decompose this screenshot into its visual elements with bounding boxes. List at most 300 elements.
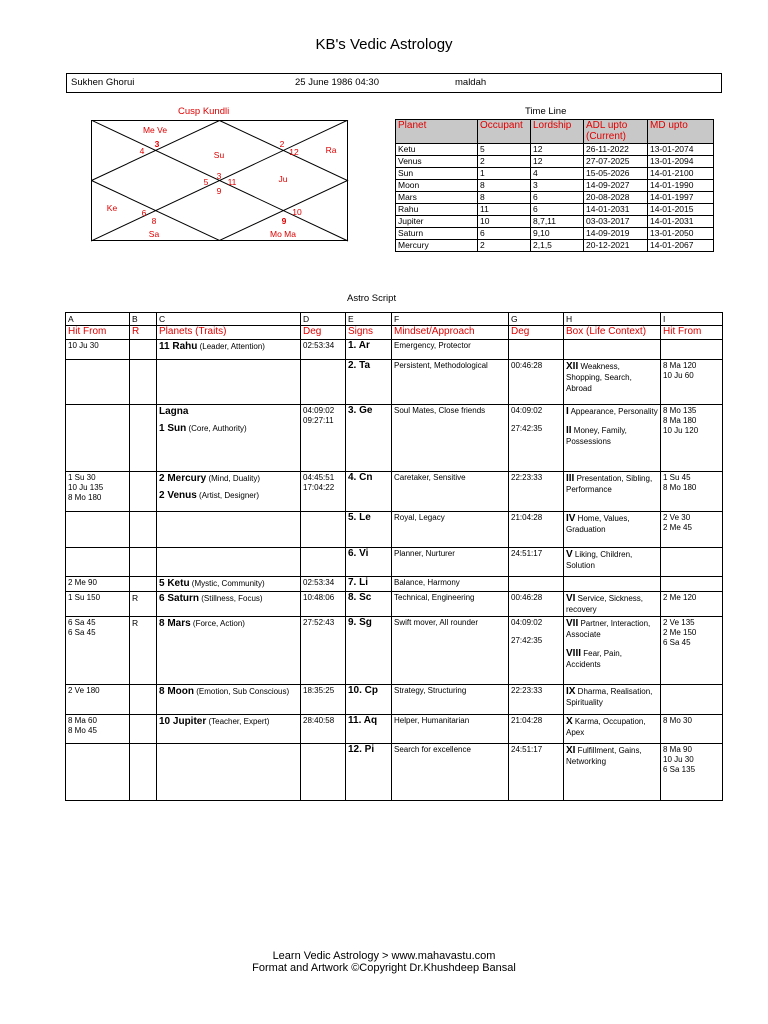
deg-cell <box>301 512 346 548</box>
timeline-row <box>396 204 714 216</box>
deg-cell-line: 28:40:58 <box>303 716 335 725</box>
astro-row <box>66 744 723 801</box>
kundli-label: 8 <box>151 216 157 226</box>
timeline-cell: 2 <box>478 240 531 252</box>
astro-header-cell: Box (Life Context) <box>564 326 661 340</box>
timeline-cell: 4 <box>531 168 584 180</box>
planet-cell <box>157 360 301 405</box>
timeline-cell: Mercury <box>396 240 478 252</box>
timeline-cell: Moon <box>396 180 478 192</box>
retro-cell: R <box>130 617 157 685</box>
hit-from-cell-line: 1 Su 30 <box>68 473 96 482</box>
footer <box>0 950 768 974</box>
deg-cell <box>301 472 346 512</box>
deg-cell <box>301 548 346 577</box>
box-cell-key: VII <box>566 618 579 629</box>
sign-deg-cell-line: 22:23:33 <box>511 686 543 695</box>
box-cell-entry <box>566 473 658 495</box>
planet-cell-desc: (Emotion, Sub Conscious) <box>194 687 290 696</box>
timeline-cell: 8 <box>478 192 531 204</box>
kundli-label: 12 <box>289 147 299 157</box>
birth-info-bar <box>66 73 722 93</box>
planet-cell <box>157 548 301 577</box>
box-cell-desc: Service, Sickness, recovery <box>566 594 644 614</box>
box-cell-desc: Partner, Interaction, Associate <box>566 619 651 639</box>
box-cell <box>564 715 661 744</box>
sign-deg-cell <box>509 715 564 744</box>
kundli-label: 2 <box>279 139 285 149</box>
kundli-label: Ra <box>325 145 337 155</box>
box-cell-desc: Fulfillment, Gains, Networking <box>566 746 642 766</box>
hit-from-cell-line: 8 Mo 45 <box>68 726 97 735</box>
box-cell-desc: Home, Values, Graduation <box>566 514 630 534</box>
sign-deg-cell-line: 04:09:02 <box>511 618 543 627</box>
hit-from-cell-line: 6 Sa 45 <box>68 618 96 627</box>
timeline-cell: 15-05-2026 <box>584 168 648 180</box>
timeline-row <box>396 228 714 240</box>
hit-from-right-cell <box>661 512 723 548</box>
planet-cell-desc: (Mind, Duality) <box>206 474 261 483</box>
timeline-cell: 14-01-2031 <box>648 216 714 228</box>
box-cell-entry <box>566 593 658 615</box>
astro-header-cell: Signs <box>346 326 392 340</box>
hit-from-cell <box>66 577 130 592</box>
box-cell-key: V <box>566 549 573 560</box>
planet-cell <box>157 577 301 592</box>
box-cell <box>564 512 661 548</box>
box-cell <box>564 340 661 360</box>
planet-cell-entry <box>159 490 298 501</box>
planet-cell-key: 5 Ketu <box>159 578 190 589</box>
sign-cell: 11. Aq <box>346 715 392 744</box>
planet-cell-key: 6 Saturn <box>159 593 200 604</box>
hit-from-right-cell <box>661 405 723 472</box>
hit-from-right-cell-line: 2 Me 120 <box>663 593 697 602</box>
hit-from-cell <box>66 744 130 801</box>
hit-from-cell <box>66 512 130 548</box>
timeline-header-cell: MD upto <box>648 120 714 144</box>
planet-cell-desc: (Leader, Attention) <box>197 342 265 351</box>
astro-row <box>66 548 723 577</box>
mindset-cell: Search for excellence <box>392 744 509 801</box>
hit-from-cell <box>66 592 130 617</box>
deg-cell <box>301 617 346 685</box>
planet-cell-entry <box>159 473 298 484</box>
astro-header-cell: R <box>130 326 157 340</box>
column-letter: B <box>130 313 157 326</box>
box-cell-desc: Presentation, Sibling, Performance <box>566 474 653 494</box>
box-cell-desc: Liking, Children, Solution <box>566 550 633 570</box>
timeline-cell: 14-01-2067 <box>648 240 714 252</box>
timeline-cell: 20-12-2021 <box>584 240 648 252</box>
sign-deg-cell-line: 24:51:17 <box>511 549 543 558</box>
retro-cell <box>130 405 157 472</box>
sign-cell: 8. Sc <box>346 592 392 617</box>
sign-deg-cell <box>509 405 564 472</box>
astro-row <box>66 512 723 548</box>
kundli-label: 9 <box>216 186 222 196</box>
hit-from-right-cell-line: 8 Ma 180 <box>663 416 697 425</box>
box-cell <box>564 472 661 512</box>
astro-header-cell: Hit From <box>66 326 130 340</box>
timeline-cell: 2 <box>478 156 531 168</box>
hit-from-right-cell <box>661 592 723 617</box>
timeline-cell: 14-09-2027 <box>584 180 648 192</box>
box-cell-key: II <box>566 425 572 436</box>
planet-cell-key: 10 Jupiter <box>159 716 207 727</box>
sign-deg-cell-line: 27:42:35 <box>511 636 543 645</box>
timeline-cell: 5 <box>478 144 531 156</box>
hit-from-cell-line: 10 Ju 30 <box>68 341 99 350</box>
astro-script-table <box>65 312 723 801</box>
planet-cell-entry <box>159 593 298 604</box>
retro-cell <box>130 472 157 512</box>
kundli-label: 11 <box>227 177 237 187</box>
kundli-label: 3 <box>216 171 222 181</box>
hit-from-right-cell-line: 2 Me 45 <box>663 523 692 532</box>
timeline-cell: 03-03-2017 <box>584 216 648 228</box>
planet-cell-key: 8 Mars <box>159 618 191 629</box>
astro-title: Astro Script <box>347 293 397 304</box>
hit-from-cell <box>66 685 130 715</box>
box-cell-desc: Weakness, Shopping, Search, Abroad <box>566 362 632 393</box>
timeline-row <box>396 180 714 192</box>
timeline-cell: 9,10 <box>531 228 584 240</box>
hit-from-cell <box>66 715 130 744</box>
retro-cell <box>130 512 157 548</box>
planet-cell-entry <box>159 686 298 697</box>
box-cell-desc: Money, Family, Possessions <box>566 426 627 446</box>
box-cell <box>564 744 661 801</box>
box-cell-entry <box>566 425 658 447</box>
astro-header-row <box>66 326 723 340</box>
deg-cell-line: 10:48:06 <box>303 593 335 602</box>
hit-from-cell <box>66 548 130 577</box>
timeline-cell: 14-09-2019 <box>584 228 648 240</box>
box-cell <box>564 548 661 577</box>
timeline-cell: Sun <box>396 168 478 180</box>
sign-deg-cell <box>509 360 564 405</box>
astro-row <box>66 405 723 472</box>
planet-cell <box>157 405 301 472</box>
timeline-cell: 14-01-2031 <box>584 204 648 216</box>
mindset-cell: Balance, Harmony <box>392 577 509 592</box>
box-cell-desc: Karma, Occupation, Apex <box>566 717 646 737</box>
box-cell-entry <box>566 648 658 670</box>
timeline-cell: Saturn <box>396 228 478 240</box>
box-cell-entry <box>566 549 658 571</box>
deg-cell-line: 27:52:43 <box>303 618 335 627</box>
hit-from-right-cell-line: 8 Ma 120 <box>663 361 697 370</box>
box-cell-key: IV <box>566 513 576 524</box>
timeline-row <box>396 168 714 180</box>
planet-cell-key: 1 Sun <box>159 423 187 434</box>
timeline-row <box>396 144 714 156</box>
timeline-header-row <box>396 120 714 144</box>
hit-from-right-cell-line: 8 Mo 30 <box>663 716 692 725</box>
timeline-header-cell: ADL upto (Current) <box>584 120 648 144</box>
astro-header-cell: Planets (Traits) <box>157 326 301 340</box>
astro-header-cell: Deg <box>509 326 564 340</box>
kundli-label: 9 <box>281 216 287 226</box>
sign-deg-cell <box>509 685 564 715</box>
hit-from-right-cell-line: 1 Su 45 <box>663 473 691 482</box>
planet-cell <box>157 512 301 548</box>
sign-cell: 4. Cn <box>346 472 392 512</box>
timeline-cell: 10 <box>478 216 531 228</box>
mindset-cell: Strategy, Structuring <box>392 685 509 715</box>
timeline-header-cell: Occupant <box>478 120 531 144</box>
kundli-label: 3 <box>154 139 160 149</box>
box-cell-key: X <box>566 716 573 727</box>
sign-cell: 12. Pi <box>346 744 392 801</box>
planet-cell-desc: (Stillness, Focus) <box>199 594 263 603</box>
astro-row <box>66 360 723 405</box>
hit-from-right-cell-line: 6 Sa 135 <box>663 765 696 774</box>
hit-from-cell <box>66 360 130 405</box>
mindset-cell: Royal, Legacy <box>392 512 509 548</box>
hit-from-right-cell <box>661 548 723 577</box>
hit-from-cell-line: 6 Sa 45 <box>68 628 96 637</box>
column-letter: I <box>661 313 723 326</box>
timeline-cell: 8,7,11 <box>531 216 584 228</box>
astro-row <box>66 340 723 360</box>
sign-deg-cell-line: 00:46:28 <box>511 593 543 602</box>
timeline-cell: 12 <box>531 144 584 156</box>
planet-cell-key: 8 Moon <box>159 686 194 697</box>
astro-row <box>66 685 723 715</box>
sign-cell: 3. Ge <box>346 405 392 472</box>
timeline-title: Time Line <box>525 106 567 117</box>
deg-cell <box>301 405 346 472</box>
hit-from-right-cell-line: 8 Mo 135 <box>663 406 697 415</box>
hit-from-right-cell-line: 10 Ju 30 <box>663 755 694 764</box>
hit-from-cell <box>66 340 130 360</box>
timeline-cell: 6 <box>478 228 531 240</box>
planet-cell <box>157 592 301 617</box>
planet-cell <box>157 617 301 685</box>
timeline-cell: 6 <box>531 192 584 204</box>
retro-cell <box>130 715 157 744</box>
hit-from-cell <box>66 405 130 472</box>
column-letter: D <box>301 313 346 326</box>
sign-deg-cell-line: 24:51:17 <box>511 745 543 754</box>
timeline-cell: Jupiter <box>396 216 478 228</box>
sign-deg-cell <box>509 592 564 617</box>
box-cell-desc: Dharma, Realisation, Spirituality <box>566 687 653 707</box>
sign-deg-cell <box>509 548 564 577</box>
retro-cell <box>130 685 157 715</box>
sign-deg-cell-line: 22:23:33 <box>511 473 543 482</box>
deg-cell-line: 18:35:25 <box>303 686 335 695</box>
column-letter: G <box>509 313 564 326</box>
kundli-label: 5 <box>203 177 209 187</box>
planet-cell <box>157 340 301 360</box>
hit-from-cell-line: 1 Su 150 <box>68 593 101 602</box>
planet-cell-desc: (Mystic, Community) <box>189 579 265 588</box>
sign-cell: 6. Vi <box>346 548 392 577</box>
deg-cell-line: 02:53:34 <box>303 578 335 587</box>
sign-deg-cell <box>509 340 564 360</box>
timeline-cell: 6 <box>531 204 584 216</box>
box-cell <box>564 577 661 592</box>
astro-row <box>66 617 723 685</box>
deg-cell <box>301 577 346 592</box>
column-letter: H <box>564 313 661 326</box>
hit-from-cell-line: 8 Mo 180 <box>68 493 102 502</box>
sign-deg-cell-line: 21:04:28 <box>511 716 543 725</box>
deg-cell <box>301 360 346 405</box>
deg-cell <box>301 685 346 715</box>
sign-cell: 10. Cp <box>346 685 392 715</box>
planet-cell-entry <box>159 341 298 352</box>
hit-from-right-cell-line: 8 Ma 90 <box>663 745 692 754</box>
planet-cell-key: Lagna <box>159 406 189 417</box>
kundli-label: Ke <box>106 203 118 213</box>
box-cell-key: I <box>566 406 569 417</box>
mindset-cell: Swift mover, All rounder <box>392 617 509 685</box>
box-cell <box>564 405 661 472</box>
retro-cell <box>130 744 157 801</box>
retro-cell <box>130 548 157 577</box>
box-cell-entry <box>566 406 658 417</box>
planet-cell-key: 11 Rahu <box>159 341 198 352</box>
hit-from-right-cell <box>661 685 723 715</box>
box-cell-desc: Appearance, Personality <box>568 407 658 416</box>
mindset-cell: Soul Mates, Close friends <box>392 405 509 472</box>
retro-cell: R <box>130 592 157 617</box>
sign-deg-cell-line: 00:46:28 <box>511 361 543 370</box>
hit-from-cell-line: 2 Ve 180 <box>68 686 100 695</box>
box-cell-entry <box>566 618 658 640</box>
box-cell-desc: Fear, Pain, Accidents <box>566 649 622 669</box>
astro-row <box>66 472 723 512</box>
timeline-row <box>396 216 714 228</box>
box-cell <box>564 617 661 685</box>
hit-from-right-cell <box>661 340 723 360</box>
birth-datetime: 25 June 1986 04:30 <box>295 77 379 88</box>
deg-cell-line: 04:09:02 <box>303 406 335 415</box>
hit-from-right-cell-line: 2 Ve 135 <box>663 618 695 627</box>
mindset-cell: Planner, Nurturer <box>392 548 509 577</box>
planet-cell-key: 2 Venus <box>159 490 197 501</box>
retro-cell <box>130 340 157 360</box>
deg-cell-line: 04:45:51 <box>303 473 335 482</box>
hit-from-right-cell <box>661 715 723 744</box>
box-cell <box>564 592 661 617</box>
retro-cell <box>130 577 157 592</box>
timeline-cell: Rahu <box>396 204 478 216</box>
timeline-cell: 20-08-2028 <box>584 192 648 204</box>
planet-cell-entry <box>159 618 298 629</box>
timeline-cell: Ketu <box>396 144 478 156</box>
planet-cell-entry <box>159 716 298 727</box>
astro-row <box>66 577 723 592</box>
planet-cell-entry <box>159 578 298 589</box>
sign-deg-cell-line: 04:09:02 <box>511 406 543 415</box>
kundli-label: Me Ve <box>142 125 168 135</box>
kundli-label: 10 <box>292 207 302 217</box>
hit-from-right-cell <box>661 744 723 801</box>
astro-row <box>66 592 723 617</box>
deg-cell <box>301 340 346 360</box>
timeline-cell: 13-01-2074 <box>648 144 714 156</box>
timeline-cell: 12 <box>531 156 584 168</box>
sign-cell: 5. Le <box>346 512 392 548</box>
deg-cell-line: 17:04:22 <box>303 483 335 492</box>
mindset-cell: Technical, Engineering <box>392 592 509 617</box>
footer-copyright: Format and Artwork ©Copyright Dr.Khushdeep Bansal <box>252 962 516 974</box>
timeline-cell: 27-07-2025 <box>584 156 648 168</box>
birth-place: maldah <box>455 77 487 88</box>
page-title: KB's Vedic Astrology <box>315 36 453 53</box>
sign-deg-cell <box>509 617 564 685</box>
box-cell-key: IX <box>566 686 576 697</box>
kundli-label: Ju <box>278 174 288 184</box>
box-cell-entry <box>566 513 658 535</box>
hit-from-right-cell <box>661 617 723 685</box>
timeline-cell: 11 <box>478 204 531 216</box>
hit-from-right-cell <box>661 360 723 405</box>
box-cell-entry <box>566 716 658 738</box>
hit-from-cell <box>66 617 130 685</box>
kundli-label: Mo Ma <box>270 229 296 239</box>
column-letter: A <box>66 313 130 326</box>
sign-cell: 2. Ta <box>346 360 392 405</box>
sign-deg-cell <box>509 577 564 592</box>
footer-link-line: Learn Vedic Astrology > www.mahavastu.com <box>272 950 496 962</box>
mindset-cell: Emergency, Protector <box>392 340 509 360</box>
box-cell-key: VIII <box>566 648 582 659</box>
native-name: Sukhen Ghorui <box>71 77 135 88</box>
hit-from-right-cell-line: 2 Ve 30 <box>663 513 691 522</box>
sign-deg-cell-line: 21:04:28 <box>511 513 543 522</box>
mindset-cell: Persistent, Methodological <box>392 360 509 405</box>
timeline-header-cell: Lordship <box>531 120 584 144</box>
timeline-table <box>395 119 714 252</box>
timeline-cell: 26-11-2022 <box>584 144 648 156</box>
retro-cell <box>130 360 157 405</box>
column-letter: F <box>392 313 509 326</box>
kundli-label: Sa <box>148 229 160 239</box>
astro-row <box>66 715 723 744</box>
timeline-row <box>396 192 714 204</box>
timeline-row <box>396 156 714 168</box>
planet-cell-desc: (Force, Action) <box>190 619 245 628</box>
sign-cell: 9. Sg <box>346 617 392 685</box>
planet-cell <box>157 472 301 512</box>
astro-header-cell: Deg <box>301 326 346 340</box>
timeline-cell: 14-01-1997 <box>648 192 714 204</box>
box-cell <box>564 360 661 405</box>
mindset-cell: Caretaker, Sensitive <box>392 472 509 512</box>
timeline-cell: Mars <box>396 192 478 204</box>
planet-cell-desc: (Artist, Designer) <box>196 491 260 500</box>
deg-cell-line: 09:27:11 <box>303 416 334 425</box>
planet-cell <box>157 715 301 744</box>
timeline-cell: 1 <box>478 168 531 180</box>
timeline-header-cell: Planet <box>396 120 478 144</box>
hit-from-right-cell-line: 8 Mo 180 <box>663 483 697 492</box>
timeline-row <box>396 240 714 252</box>
box-cell-key: III <box>566 473 575 484</box>
planet-cell-entry <box>159 406 298 417</box>
deg-cell-line: 02:53:34 <box>303 341 335 350</box>
timeline-cell: 14-01-2015 <box>648 204 714 216</box>
hit-from-right-cell-line: 10 Ju 120 <box>663 426 699 435</box>
hit-from-cell-line: 2 Me 90 <box>68 578 97 587</box>
box-cell-entry <box>566 686 658 708</box>
